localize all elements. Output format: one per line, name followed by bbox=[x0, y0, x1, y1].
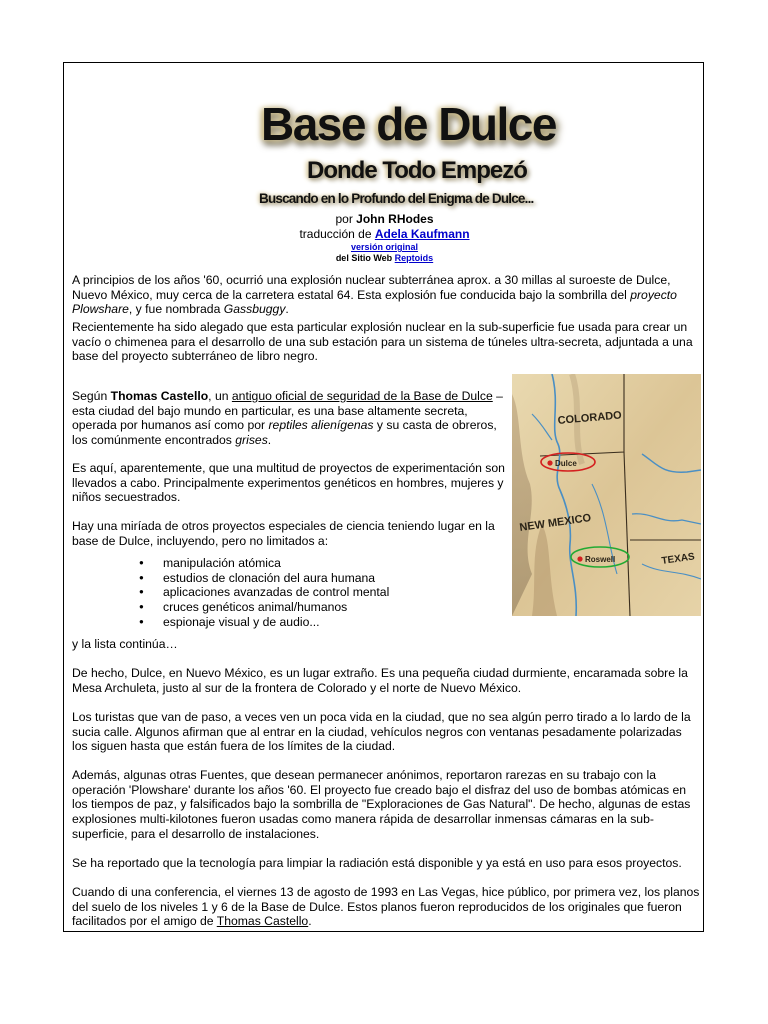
original-version-link[interactable]: versión original bbox=[350, 242, 419, 252]
reptoids-link[interactable]: Reptoids bbox=[394, 253, 434, 263]
translation-line bbox=[64, 227, 705, 241]
p1-text-a: A principios de los años '60, ocurrió una explosión nuclear subterránea aprox. a 30 millas al suroeste de Dulce, Nuevo México, muy cerca de la carretera estatal 64. Esta explosión fue conducida bajo la sombrilla del bbox=[72, 273, 671, 302]
p1-emphasis-plowshare: proyecto Plowshare bbox=[72, 287, 677, 317]
site-prefix: del Sitio Web bbox=[335, 253, 393, 263]
translator-link[interactable]: Adela Kaufmann bbox=[374, 227, 470, 241]
translation-prefix: traducción de bbox=[299, 227, 372, 241]
paragraph-5: Hay una miríada de otros proyectos especiales de ciencia teniendo lugar en la base de Dulce, incluyendo, pero no limitados a: bbox=[72, 519, 495, 548]
paragraph-2: Recientemente ha sido alegado que esta particular explosión nuclear en la sub-superficie fue usada para crear un vacío o chimenea para el desarrollo de una sub estación para un sistema de túneles ultra-secreta, adjuntada a una base del proyecto subterráneo de libro negro. bbox=[72, 320, 693, 364]
site-line bbox=[64, 253, 705, 263]
list-item: ● espionaje visual y de audio... bbox=[139, 615, 439, 630]
list-item: ● manipulación atómica bbox=[139, 556, 439, 571]
p3-text-b: , un bbox=[208, 389, 232, 403]
label-new-mexico: NEW MEXICO bbox=[518, 512, 592, 534]
paragraph-1 bbox=[72, 273, 700, 317]
title-graphic bbox=[239, 98, 556, 211]
list-item: ● cruces genéticos animal/humanos bbox=[139, 600, 439, 615]
projects-list bbox=[139, 556, 439, 630]
p1-text-c: . bbox=[285, 302, 289, 317]
p3-emphasis-grises: grises bbox=[235, 433, 268, 448]
p11-text-a: Cuando di una conferencia, el viernes 13 de agosto de 1993 en Las Vegas, hice público, por primera vez, los planos del suelo de los niveles 1 y 6 de la Base de Dulce. Estos planos fueron reproducidos de los originales que fueron facilitados por el amigo de bbox=[72, 885, 700, 929]
paragraph-4: Es aquí, aparentemente, que una multitud de proyectos de experimentación son llevados a cabo. Principalmente experimentos genéticos en hombres, mujeres y niños secuestrados. bbox=[72, 461, 505, 505]
p1-emphasis-gassbuggy: Gassbuggy bbox=[223, 302, 286, 317]
p3-text-a: Según bbox=[72, 389, 111, 403]
label-texas: TEXAS bbox=[660, 551, 696, 567]
list-item: ● estudios de clonación del aura humana bbox=[139, 571, 439, 586]
byline-prefix: por bbox=[335, 212, 353, 226]
paragraph-10: Se ha reportado que la tecnología para limpiar la radiación está disponible y ya está en uso para esos proyectos. bbox=[72, 856, 682, 870]
p11-text-b: . bbox=[308, 914, 312, 929]
label-colorado: COLORADO bbox=[557, 409, 623, 427]
title-sub: Donde Todo Empezó bbox=[307, 157, 527, 184]
author-name: John RHodes bbox=[356, 212, 434, 226]
southwest-map-image bbox=[512, 374, 701, 616]
list-item: ● aplicaciones avanzadas de control mental bbox=[139, 585, 439, 600]
paragraph-3 bbox=[72, 389, 507, 448]
paragraph-6: y la lista continúa… bbox=[72, 637, 178, 651]
castello-link[interactable]: Thomas Castello bbox=[216, 914, 309, 929]
paragraph-11 bbox=[72, 885, 700, 929]
security-officer-link[interactable]: antiguo oficial de seguridad de la Base de Dulce bbox=[231, 389, 493, 403]
p3-emphasis-reptiles: reptiles alienígenas bbox=[268, 418, 374, 433]
document-page bbox=[63, 62, 704, 932]
p3-name: Thomas Castello bbox=[110, 389, 209, 403]
title-tagline: Buscando en lo Profundo del Enigma de Dulce... bbox=[259, 191, 534, 206]
original-version-line bbox=[64, 242, 705, 252]
title-main: Base de Dulce bbox=[261, 98, 556, 150]
roswell-dot bbox=[577, 556, 582, 561]
paragraph-9: Además, algunas otras Fuentes, que desean permanecer anónimos, reportaron rarezas en su trabajo con la operación 'Plowshare' durante los años '60. El proyecto fue creado bajo el disfraz del uso de bombas atómicas en los tiempos de paz, y falsificados bajo la sombrilla de "Exploraciones de Gas Natural". De hecho, algunas de estas explosiones multi-kilotones fueron usadas como manera rápida de desarrollar inmensas cámaras en la sub-superficie, para el desarrollo de instalaciones. bbox=[72, 768, 691, 841]
p1-text-b: , y fue nombrada bbox=[128, 302, 224, 317]
label-dulce: Dulce bbox=[555, 459, 577, 468]
byline bbox=[64, 212, 705, 226]
p3-text-e: . bbox=[267, 433, 272, 448]
label-roswell: Roswell bbox=[585, 555, 616, 564]
paragraph-7: De hecho, Dulce, en Nuevo México, es un lugar extraño. Es una pequeña ciudad durmiente, encaramada sobre la Mesa Archuleta, justo al sur de la frontera de Colorado y el norte de Nuevo México. bbox=[72, 666, 688, 695]
p3-text-d: y su casta de obreros, los comúnmente encontrados bbox=[72, 418, 497, 448]
paragraph-8: Los turistas que van de paso, a veces ven un poca vida en la ciudad, que no sea algún perro tirado a lo lardo de la sucia calle. Algunos afirman que al entrar en la ciudad, vehículos negros con ventanas pesadamente polarizadas los siguen hasta que están fuera de los límites de la ciudad. bbox=[72, 710, 691, 754]
dulce-dot bbox=[547, 460, 552, 465]
p3-text-c: – esta ciudad del bajo mundo en particular, es una base altamente secreta, operada por humanos así como por bbox=[72, 389, 503, 433]
